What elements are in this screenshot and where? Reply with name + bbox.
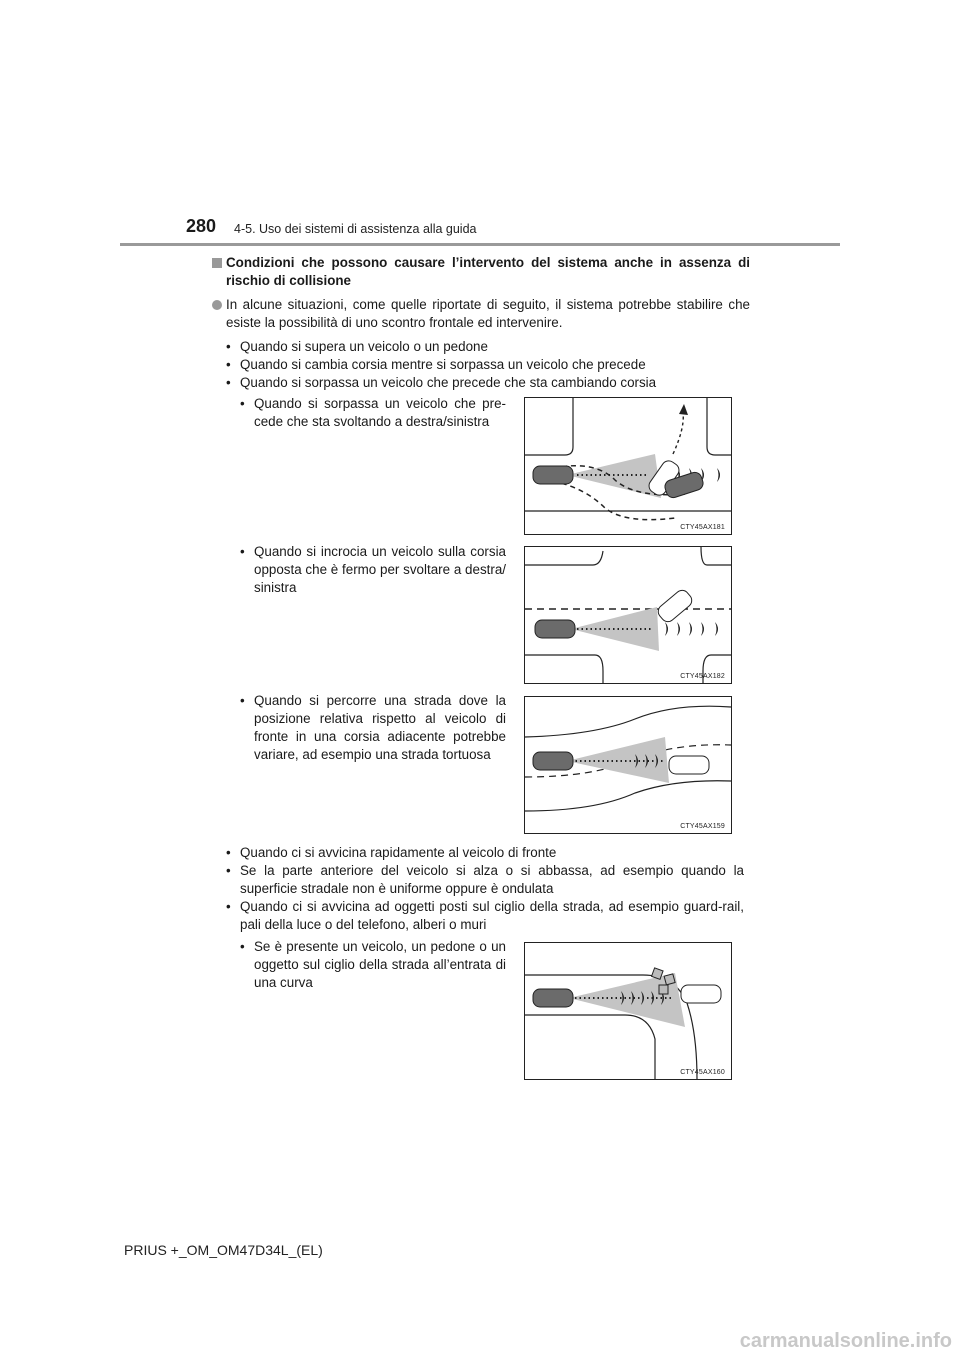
figure-item-2 bbox=[240, 543, 506, 597]
figure-code: CTY45AX160 bbox=[680, 1069, 725, 1076]
figure-item-3 bbox=[240, 692, 506, 764]
list-item: • Quando si sorpassa un veicolo che precede che sta cambiando corsia bbox=[226, 374, 750, 392]
heading-text: Condizioni che possono causare l’intervento del sistema anche in assenza di rischio di collisione bbox=[226, 255, 750, 288]
list-item: • Se la parte anteriore del veicolo si alza o si abbassa, ad esempio quando la superficie stradale non è uniforme oppure è ondulata bbox=[226, 862, 744, 898]
intro-paragraph bbox=[212, 296, 750, 332]
watermark: carmanualsonline.info bbox=[739, 1330, 952, 1352]
figure-curve-entrance bbox=[524, 942, 732, 1080]
figure-oncoming-turning bbox=[524, 546, 732, 684]
figure-item-text: • Quando si percorre una strada dove la posizione relativa rispetto al veicolo di fronte in una corsia adiacente potrebbe variare, ad esempio una strada tortuosa bbox=[240, 692, 506, 764]
figure-code: CTY45AX182 bbox=[680, 673, 725, 680]
figure-item-text: • Quando si sorpassa un veicolo che pre-cede che sta svoltando a destra/sinistra bbox=[240, 395, 506, 431]
figure-item-1 bbox=[240, 395, 506, 431]
intro-text: In alcune situazioni, come quelle riportate di seguito, il sistema potrebbe stabilire che esiste la possibilità di uno scontro frontale ed intervenire. bbox=[226, 297, 750, 330]
list-item: • Quando ci si avvicina ad oggetti posti sul ciglio della strada, ad esempio guard-rail, pali della luce o del telefono, alberi o muri bbox=[226, 898, 744, 934]
main-content bbox=[212, 254, 750, 392]
circle-bullet-icon bbox=[212, 300, 222, 310]
list-item: • Quando si cambia corsia mentre si sorpassa un veicolo che precede bbox=[226, 356, 750, 374]
square-bullet-icon bbox=[212, 258, 222, 268]
figure-item-text: • Quando si incrocia un veicolo sulla corsia opposta che è fermo per svoltare a destra/ sinistra bbox=[240, 543, 506, 597]
figure-item-text: • Se è presente un veicolo, un pedone o un oggetto sul ciglio della strada all’entrata di una curva bbox=[240, 938, 506, 992]
figure-code: CTY45AX181 bbox=[680, 524, 725, 531]
figure-overtaking-turning bbox=[524, 397, 732, 535]
figure-winding-road bbox=[524, 696, 732, 834]
section-heading bbox=[212, 254, 750, 290]
list-item: • Quando si supera un veicolo o un pedone bbox=[226, 338, 750, 356]
page-number: 280 bbox=[186, 216, 217, 236]
figure-item-4 bbox=[240, 938, 506, 992]
sub-list-b bbox=[226, 844, 744, 934]
document-id: PRIUS +_OM_OM47D34L_(EL) bbox=[124, 1242, 323, 1258]
list-item: • Quando ci si avvicina rapidamente al veicolo di fronte bbox=[226, 844, 744, 862]
header-rule bbox=[120, 243, 840, 246]
figure-code: CTY45AX159 bbox=[680, 823, 725, 830]
sub-list-a bbox=[226, 338, 750, 392]
section-title: 4-5. Uso dei sistemi di assistenza alla guida bbox=[234, 222, 477, 236]
